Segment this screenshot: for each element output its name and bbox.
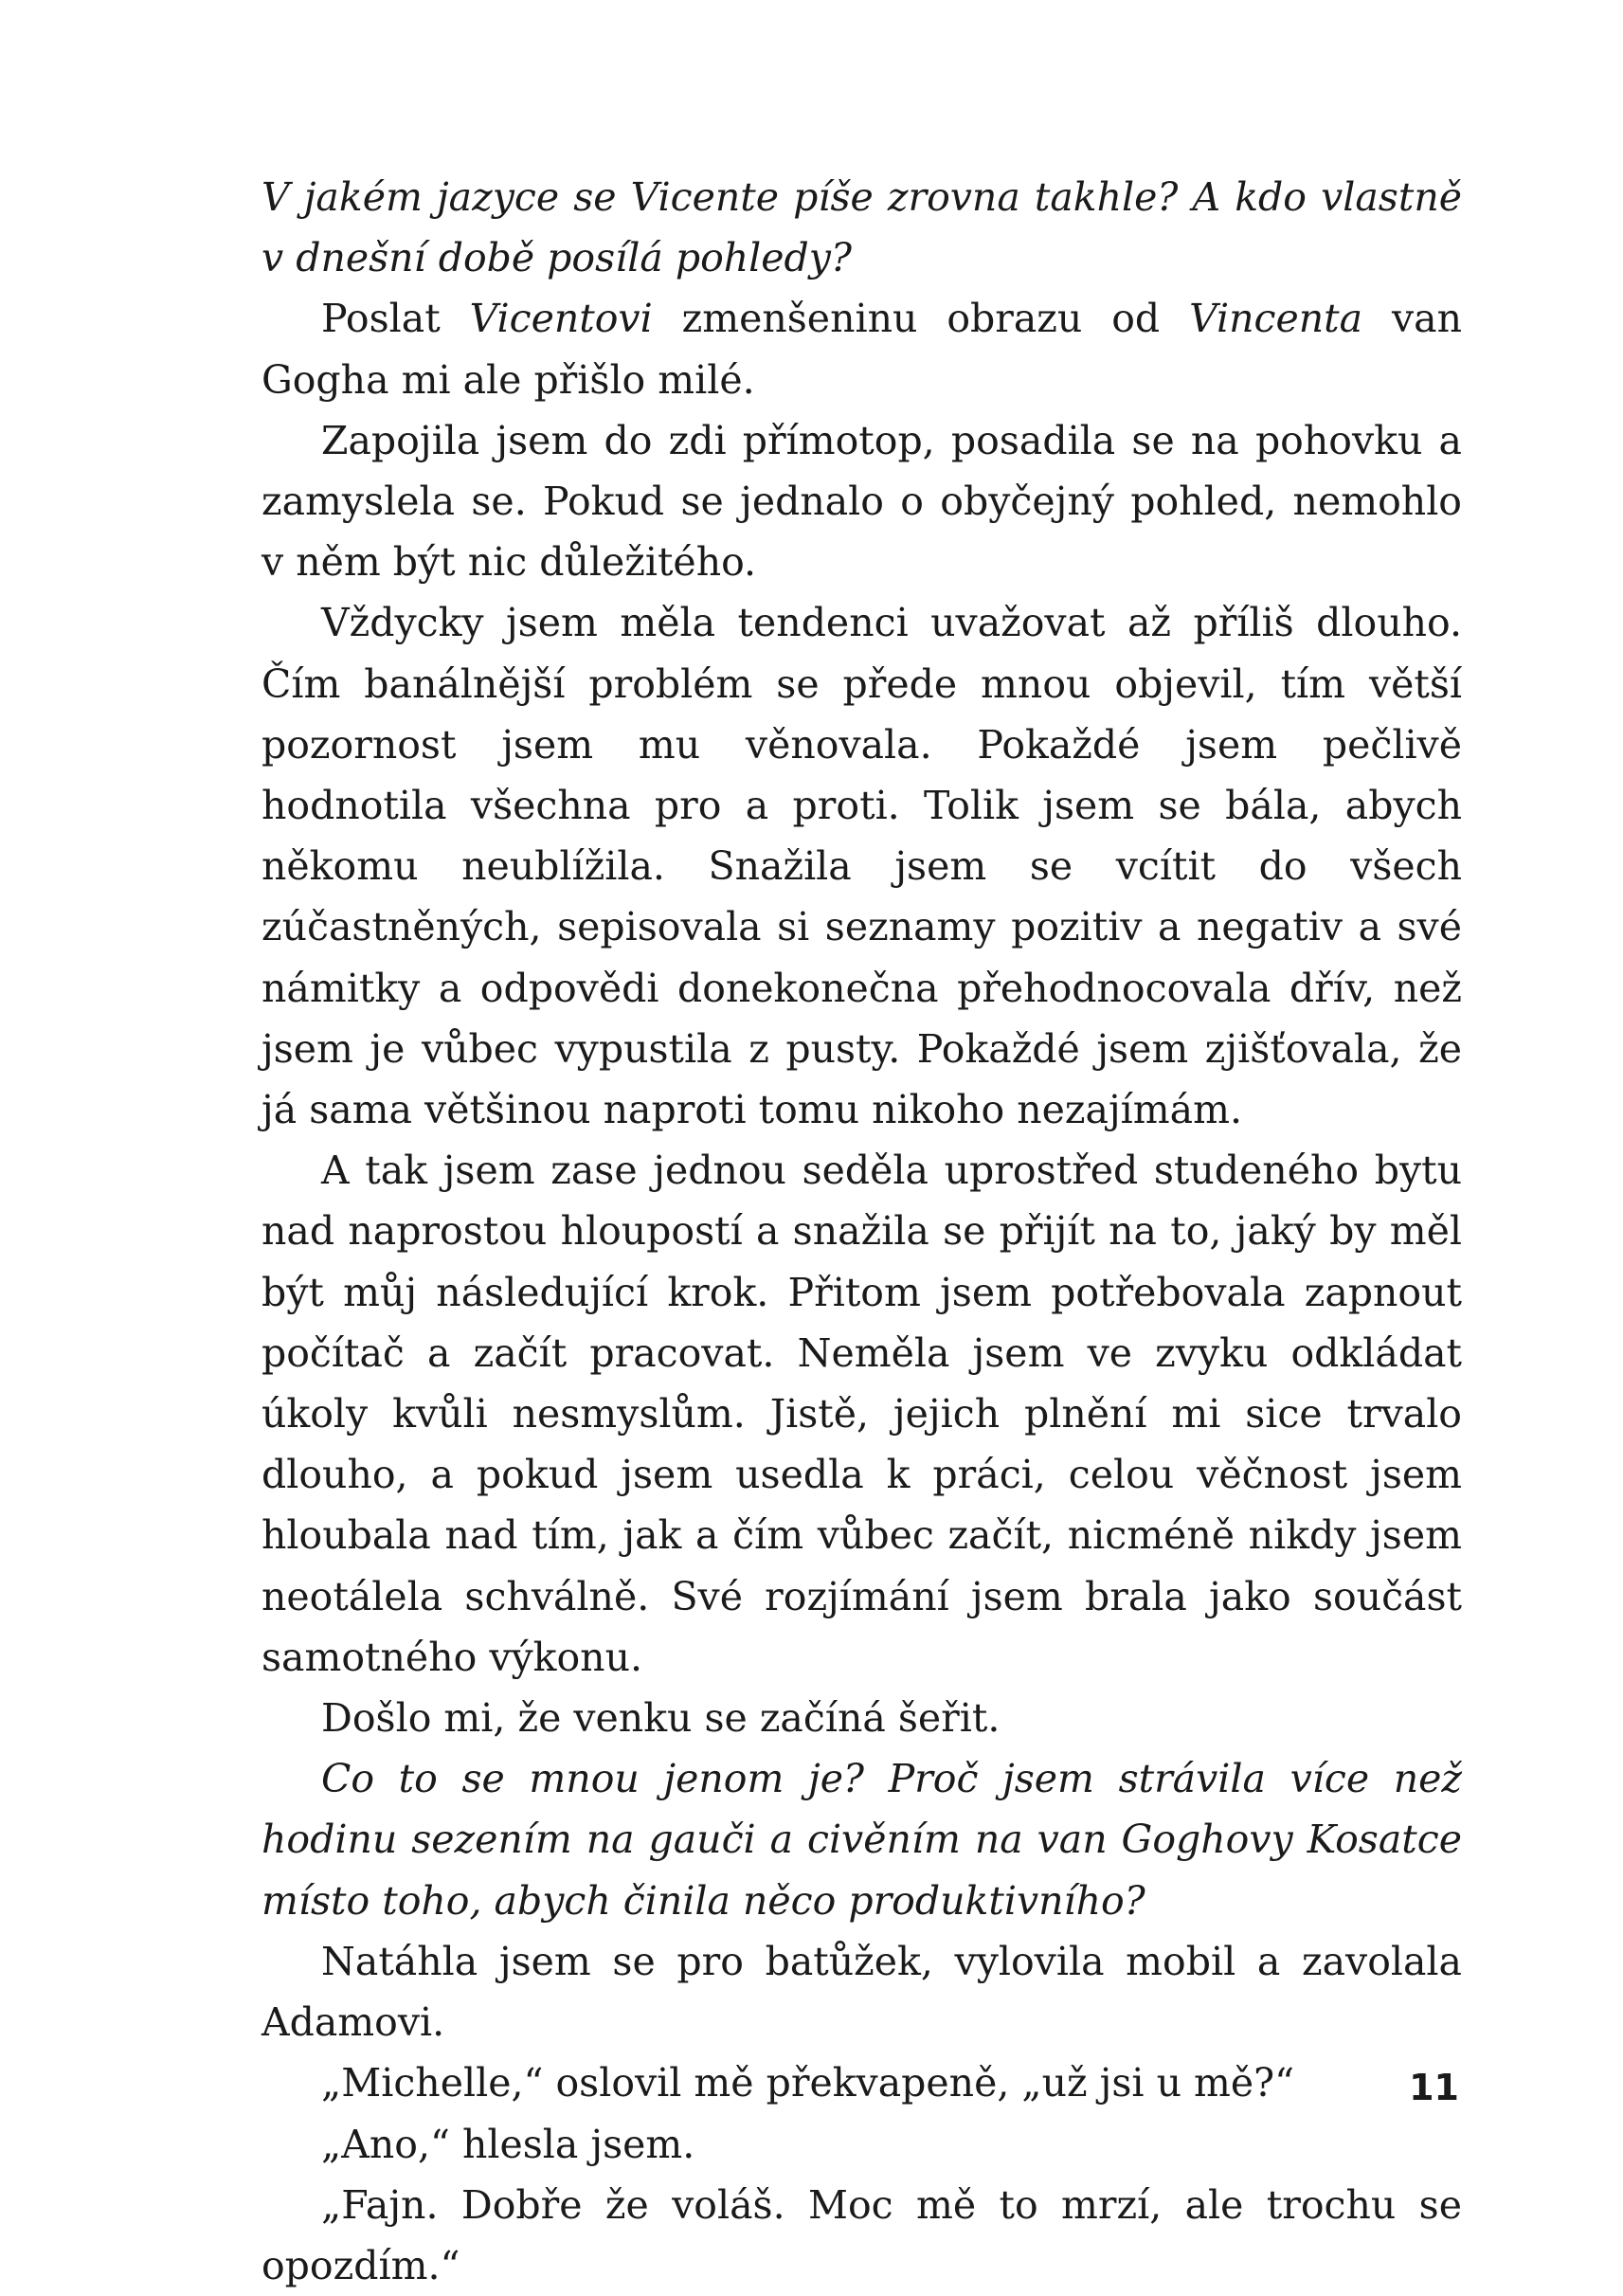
paragraph-6: Došlo mi, že venku se začíná šeřit. xyxy=(321,1695,1001,1742)
paragraph-3: Zapojila jsem do zdi přímotop, posadila se na pohovku a zamyslela se. Pokud se jednalo o obyčejný pohled, nemohlo v něm být nic důležitého. xyxy=(261,417,1462,586)
paragraph-2-part-1: Poslat xyxy=(321,296,470,342)
paragraph-2-name-vincenta: Vincenta xyxy=(1189,296,1363,342)
dialogue-line-3: „Fajn. Dobře že voláš. Moc mě to mrzí, ale trochu se opozdím.“ xyxy=(261,2181,1462,2288)
paragraph-2 xyxy=(261,288,1462,409)
dialogue-line-1: „Michelle,“ oslovil mě překvapeně, „už jsi u mě?“ xyxy=(321,2060,1295,2106)
paragraph-8: Natáhla jsem se pro batůžek, vylovila mobil a zavolala Adamovi. xyxy=(261,1938,1462,2046)
page-number: 11 xyxy=(1409,2067,1459,2108)
paragraph-2-part-3: zmenšeninu obrazu od xyxy=(652,296,1190,342)
paragraph-5: A tak jsem zase jednou seděla uprostřed studeného bytu nad naprostou hloupostí a snažila se přijít na to, jaký by měl být můj následující krok. Přitom jsem potřebovala zapnout počítač a začít pracovat. Neměla jsem ve zvyku odkládat úkoly kvůli nesmyslům. Jistě, jejich plnění mi sice trvalo dlouho, a pokud jsem usedla k práci, celou věčnost jsem hloubala nad tím, jak a čím vůbec začít, nicméně nikdy jsem neotálela schválně. Své rozjímání jsem brala jako součást samotného výkonu. xyxy=(261,1148,1462,1680)
paragraph-2-part-5: van Gogha mi ale přišlo milé. xyxy=(261,296,1463,403)
paragraph-4: Vždycky jsem měla tendenci uvažovat až příliš dlouho. Čím banálnější problém se přede mnou objevil, tím větší pozornost jsem mu věnovala. Pokaždé jsem pečlivě hodnotila všechna pro a proti. Tolik jsem se bála, abych někomu neublížila. Snažila jsem se vcítit do všech zúčastněných, sepisovala si seznamy pozitiv a negativ a své námitky a odpovědi donekonečna přehodnocovala dřív, než jsem je vůbec vypustila z pusty. Pokaždé jsem zjišťovala, že já sama většinou naproti tomu nikoho nezajímám. xyxy=(261,600,1462,1133)
paragraph-2-name-vicentovi: Vicentovi xyxy=(469,296,653,342)
paragraph-1: V jakém jazyce se Vicente píše zrovna takhle? A kdo vlastně v dnešní době posílá pohledy? xyxy=(261,174,1462,281)
dialogue-line-2: „Ano,“ hlesla jsem. xyxy=(321,2121,695,2167)
body-text xyxy=(261,167,1462,2296)
paragraph-7: Co to se mnou jenom je? Proč jsem strávila více než hodinu sezením na gauči a civěním na van Goghovy Kosatce místo toho, abych činila něco produktivního? xyxy=(261,1756,1462,1924)
